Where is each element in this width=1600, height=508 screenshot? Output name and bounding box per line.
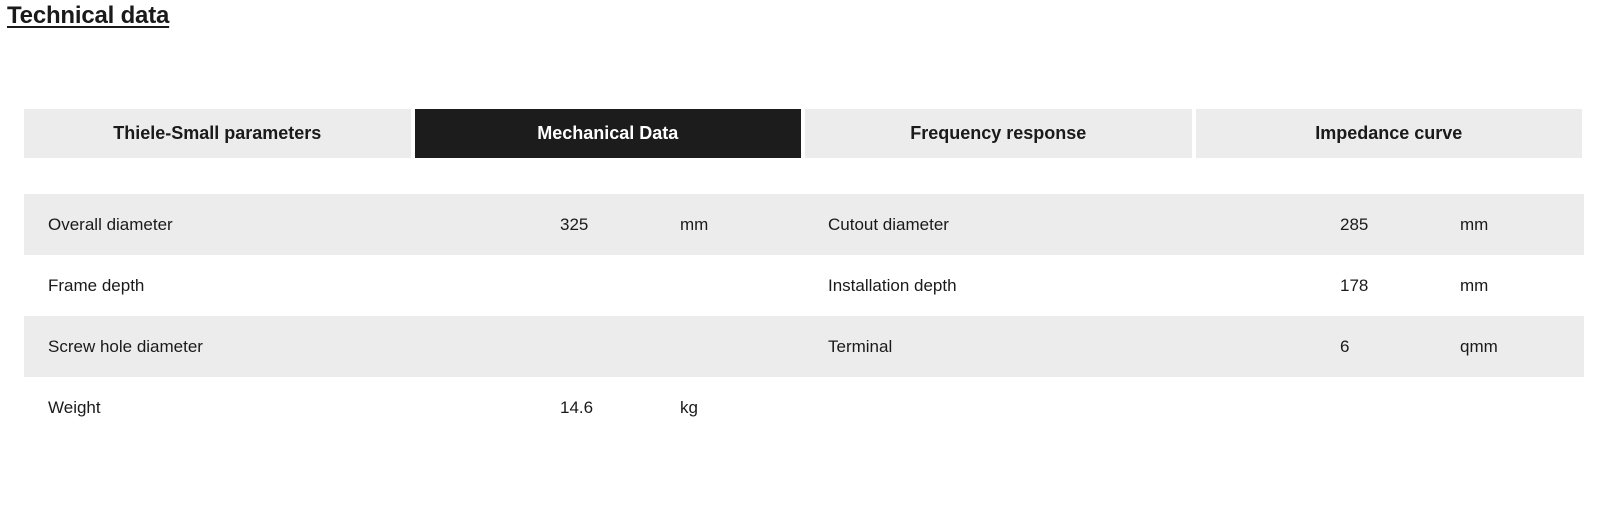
tab-bar: [24, 109, 1582, 158]
spec-value: 14.6: [560, 398, 594, 417]
spec-value: 325: [560, 215, 589, 234]
page-title: Technical data: [7, 2, 170, 29]
table-row: [24, 194, 1584, 255]
spec-label: Installation depth: [828, 276, 957, 295]
spec-unit: mm: [1460, 215, 1489, 234]
spec-value: 285: [1340, 215, 1369, 234]
spec-unit: qmm: [1460, 337, 1498, 356]
mechanical-data-table: [24, 194, 1584, 438]
table-row: [24, 255, 1584, 316]
spec-unit: mm: [680, 215, 709, 234]
table-row: [24, 316, 1584, 377]
tab-frequency-response[interactable]: Frequency response: [805, 109, 1192, 158]
tab-thiele-small-parameters[interactable]: Thiele-Small parameters: [24, 109, 411, 158]
tab-impedance-curve[interactable]: Impedance curve: [1196, 109, 1583, 158]
spec-label: Screw hole diameter: [48, 337, 203, 356]
spec-label: Overall diameter: [48, 215, 173, 234]
spec-label: Terminal: [828, 337, 893, 356]
spec-unit: mm: [1460, 276, 1489, 295]
spec-label: Cutout diameter: [828, 215, 949, 234]
spec-unit: kg: [680, 398, 698, 417]
tab-mechanical-data[interactable]: Mechanical Data: [415, 109, 802, 158]
spec-value: 178: [1340, 276, 1369, 295]
spec-label: Weight: [48, 398, 101, 417]
spec-label: Frame depth: [48, 276, 145, 295]
table-row: [24, 377, 1584, 438]
spec-value: 6: [1340, 337, 1350, 356]
